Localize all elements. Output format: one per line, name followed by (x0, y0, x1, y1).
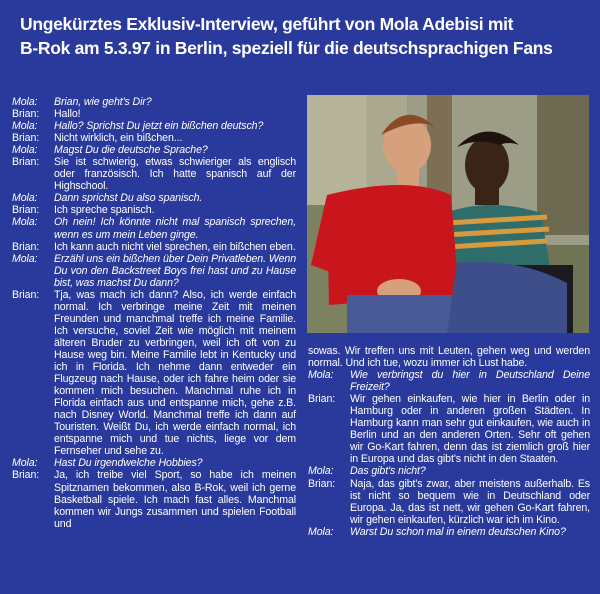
dialogue-line (12, 144, 296, 156)
speaker-label: Mola: (308, 525, 334, 538)
dialogue-line (12, 469, 296, 529)
dialogue-line (12, 216, 296, 240)
dialogue-text: Das gibt's nicht? (350, 465, 426, 478)
dialogue-line (308, 369, 590, 393)
dialogue-line (12, 457, 296, 469)
continuation-text: sowas. Wir treffen uns mit Leuten, gehen weg und werden normal. Und ich tue, wozu immer ich Lust habe. (308, 345, 590, 370)
dialogue-text: Sie ist schwierig, etwas schwieriger als englisch oder französisch. Ich hatte spanisch auf der Highschool. (54, 156, 296, 193)
dialogue-line (12, 120, 296, 132)
speaker-label: Mola: (12, 120, 38, 133)
dialogue-text: Hallo? Sprichst Du jetzt ein bißchen deutsch? (54, 120, 264, 133)
dialogue-line (12, 253, 296, 289)
speaker-label: Mola: (12, 216, 38, 229)
dialogue-line (12, 108, 296, 120)
dialogue-line (12, 289, 296, 458)
speaker-label: Brian: (12, 132, 40, 145)
dialogue-text: Tja, was mach ich dann? Also, ich werde einfach normal. Ich verbringe meine Zeit mit meinen Freunden und manchmal treffe ich meine Familie. Ich versuche, soviel Zeit wie möglich mit meinem älteren Bruder zu verbringen, weil ich oft von zu Hause weg bin. Meine Familie lebt in Kentucky und ich in Florida. Ich nehme dann entweder ein Flugzeug nach Hause, oder ich fahre heim oder sie kommen mich besuchen. Manchmal ruhe ich in Florida einfach aus und entspanne mich, gehe z.B. nach Disney World. Manchmal treffe ich dann auf Touristen. Weißt Du, ich werde einfach normal, ich entspanne mich und tue nichts, liege vor dem Fernseher und sehe zu. (54, 288, 296, 458)
title-line-2: B-Rok am 5.3.97 in Berlin, speziell für die deutschsprachigen Fans (20, 38, 553, 58)
speaker-label: Brian: (308, 477, 336, 490)
speaker-label: Mola: (12, 96, 38, 108)
article-title (20, 12, 590, 60)
dialogue-text: Magst Du die deutsche Sprache? (54, 144, 208, 157)
dialogue-text: Hast Du irgendwelche Hobbies? (54, 457, 203, 470)
dialogue-line (12, 192, 296, 204)
dialogue-line (12, 156, 296, 192)
dialogue-text: Ja, ich treibe viel Sport, so habe ich meinen Spitznamen bekommen, also B-Rok, weil ich gerne Basketball spiele. Ich mach fast alles. Manchmal kommen wir Jungs zusammen und spielen Football und (54, 469, 296, 530)
interview-right-column (308, 345, 590, 538)
dialogue-text: Warst Du schon mal in einem deutschen Kino? (350, 525, 566, 538)
speaker-label: Brian: (12, 156, 40, 169)
interview-left-column (12, 96, 296, 530)
speaker-label: Mola: (12, 192, 38, 205)
speaker-label: Brian: (12, 108, 40, 121)
dialogue-text: Hallo! (54, 108, 81, 121)
dialogue-line (308, 465, 590, 477)
dialogue-text: Wir gehen einkaufen, wie hier in Berlin oder in Hamburg oder in anderen großen Städten. In Hamburg kann man sehr gut einkaufen, wie auch in Berlin und an den anderen Orten. Sehr oft gehen wir Go-Kart fahren, denn das ist ziemlich groß hier in Europa und das gibt's nicht in den Staaten. (350, 393, 590, 466)
speaker-label: Brian: (12, 288, 40, 301)
speaker-label: Mola: (308, 465, 334, 478)
dialogue-line (12, 132, 296, 144)
speaker-label: Mola: (12, 144, 38, 157)
dialogue-line (12, 241, 296, 253)
dialogue-text: Brian, wie geht's Dir? (54, 96, 152, 108)
speaker-label: Brian: (12, 240, 40, 253)
interview-photo (307, 95, 589, 333)
dialogue-text: Erzähl uns ein bißchen über Dein Privatleben. Wenn Du von den Backstreet Boys frei hast und zu Hause bist, was machst Du dann? (54, 252, 296, 289)
speaker-label: Brian: (12, 469, 40, 482)
dialogue-text: Oh nein! Ich könnte nicht mal spanisch sprechen, wenn es um mein Leben ginge. (54, 216, 296, 241)
dialogue-line (12, 204, 296, 216)
dialogue-line (308, 393, 590, 465)
speaker-label: Mola: (12, 457, 38, 470)
dialogue-text: Ich spreche spanisch. (54, 204, 155, 217)
dialogue-text: Nicht wirklich, ein bißchen... (54, 132, 183, 145)
title-line-1: Ungekürztes Exklusiv-Interview, geführt von Mola Adebisi mit (20, 14, 514, 34)
speaker-label: Mola: (12, 252, 38, 265)
dialogue-text: Wie verbringst du hier in Deutschland Deine Freizeit? (350, 369, 590, 394)
dialogue-text: Naja, das gibt's zwar, aber meistens außerhalb. Es ist nicht so bequem wie in Deutschland oder Europa. Ja, das ist nett, wir gehen Go-Kart fahren, wir gehen einkaufen, kürzlich war ich im Kino. (350, 477, 590, 526)
dialogue-text: Dann sprichst Du also spanisch. (54, 192, 203, 205)
dialogue-line (308, 478, 590, 526)
dialogue-line (12, 96, 296, 108)
speaker-label: Brian: (12, 204, 40, 217)
dialogue-line (308, 526, 590, 538)
speaker-label: Brian: (308, 393, 336, 406)
speaker-label: Mola: (308, 369, 334, 382)
dialogue-text: Ich kann auch nicht viel sprechen, ein bißchen eben. (54, 240, 296, 253)
